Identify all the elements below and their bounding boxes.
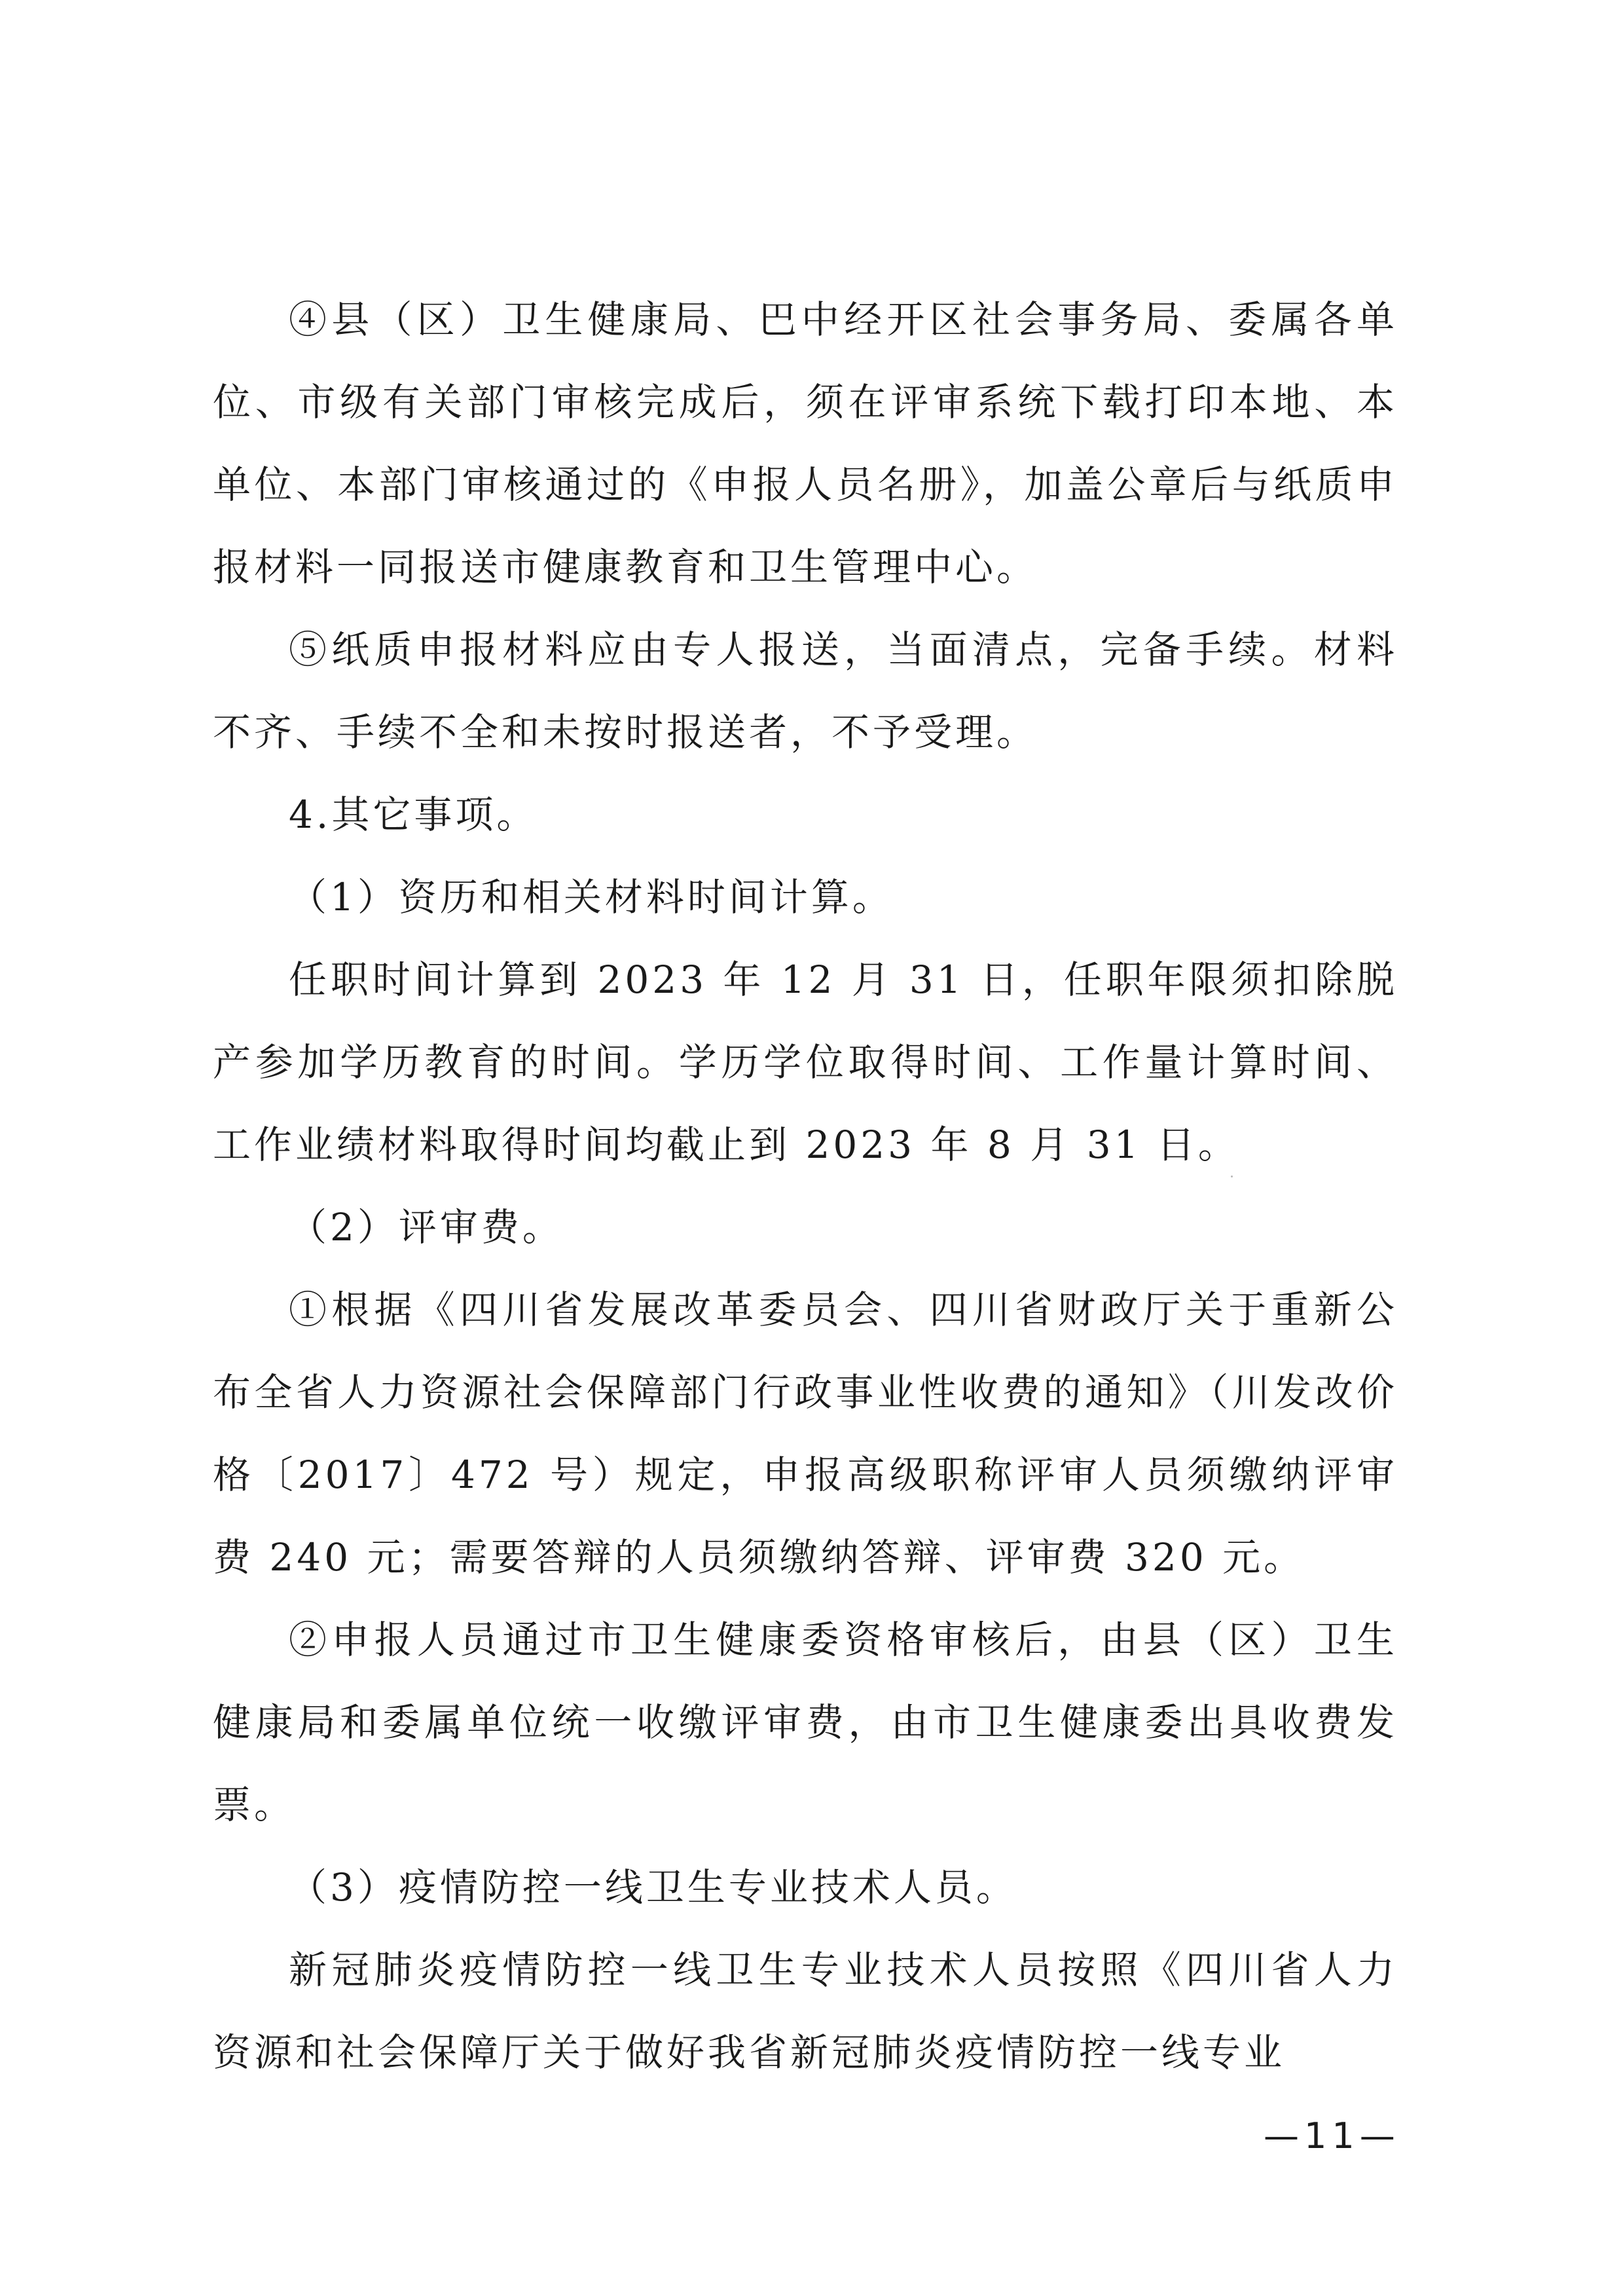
paragraph-fee-standard: ①根据《四川省发展改革委员会、四川省财政厅关于重新公布全省人力资源社会保障部门行政事业性收费的通知》（川发改价格〔2017〕472 号）规定，申报高级职称评审人员须缴纳评审费 240 元；需要答辩的人员须缴纳答辩、评审费 320 元。 <box>213 1287 1398 1580</box>
subheading-frontline-staff: （3）疫情防控一线卫生专业技术人员。 <box>289 1865 1017 1910</box>
scan-speck <box>1231 1176 1233 1177</box>
paragraph-paper-materials-delivery: ⑤纸质申报材料应由专人报送，当面清点，完备手续。材料不齐、手续不全和未按时报送者，不予受理。 <box>213 627 1398 754</box>
paragraph-fee-collection: ②申报人员通过市卫生健康委资格审核后，由县（区）卫生健康局和委属单位统一收缴评审费，由市卫生健康委出具收费发票。 <box>213 1618 1398 1827</box>
page-number: —11— <box>1264 2115 1400 2157</box>
paragraph-county-review-submission: ④县（区）卫生健康局、巴中经开区社会事务局、委属各单位、市级有关部门审核完成后，须在评审系统下载打印本地、本单位、本部门审核通过的《申报人员名册》，加盖公章后与纸质申报材料一同报送市健康教育和卫生管理中心。 <box>213 297 1398 589</box>
section-heading-other-matters: 4.其它事项。 <box>289 792 538 837</box>
subheading-time-calculation: （1）资历和相关材料时间计算。 <box>289 875 894 919</box>
subheading-review-fee: （2）评审费。 <box>289 1205 564 1250</box>
paragraph-frontline-staff-policy: 新冠肺炎疫情防控一线卫生专业技术人员按照《四川省人力资源和社会保障厅关于做好我省新冠肺炎疫情防控一线专业 <box>213 1948 1398 2075</box>
paragraph-time-calculation-rules: 任职时间计算到 2023 年 12 月 31 日，任职年限须扣除脱产参加学历教育的时间。学历学位取得时间、工作量计算时间、工作业绩材料取得时间均截止到 2023 年 8 月 31 日。 <box>213 957 1398 1167</box>
document-body <box>213 278 1398 2094</box>
